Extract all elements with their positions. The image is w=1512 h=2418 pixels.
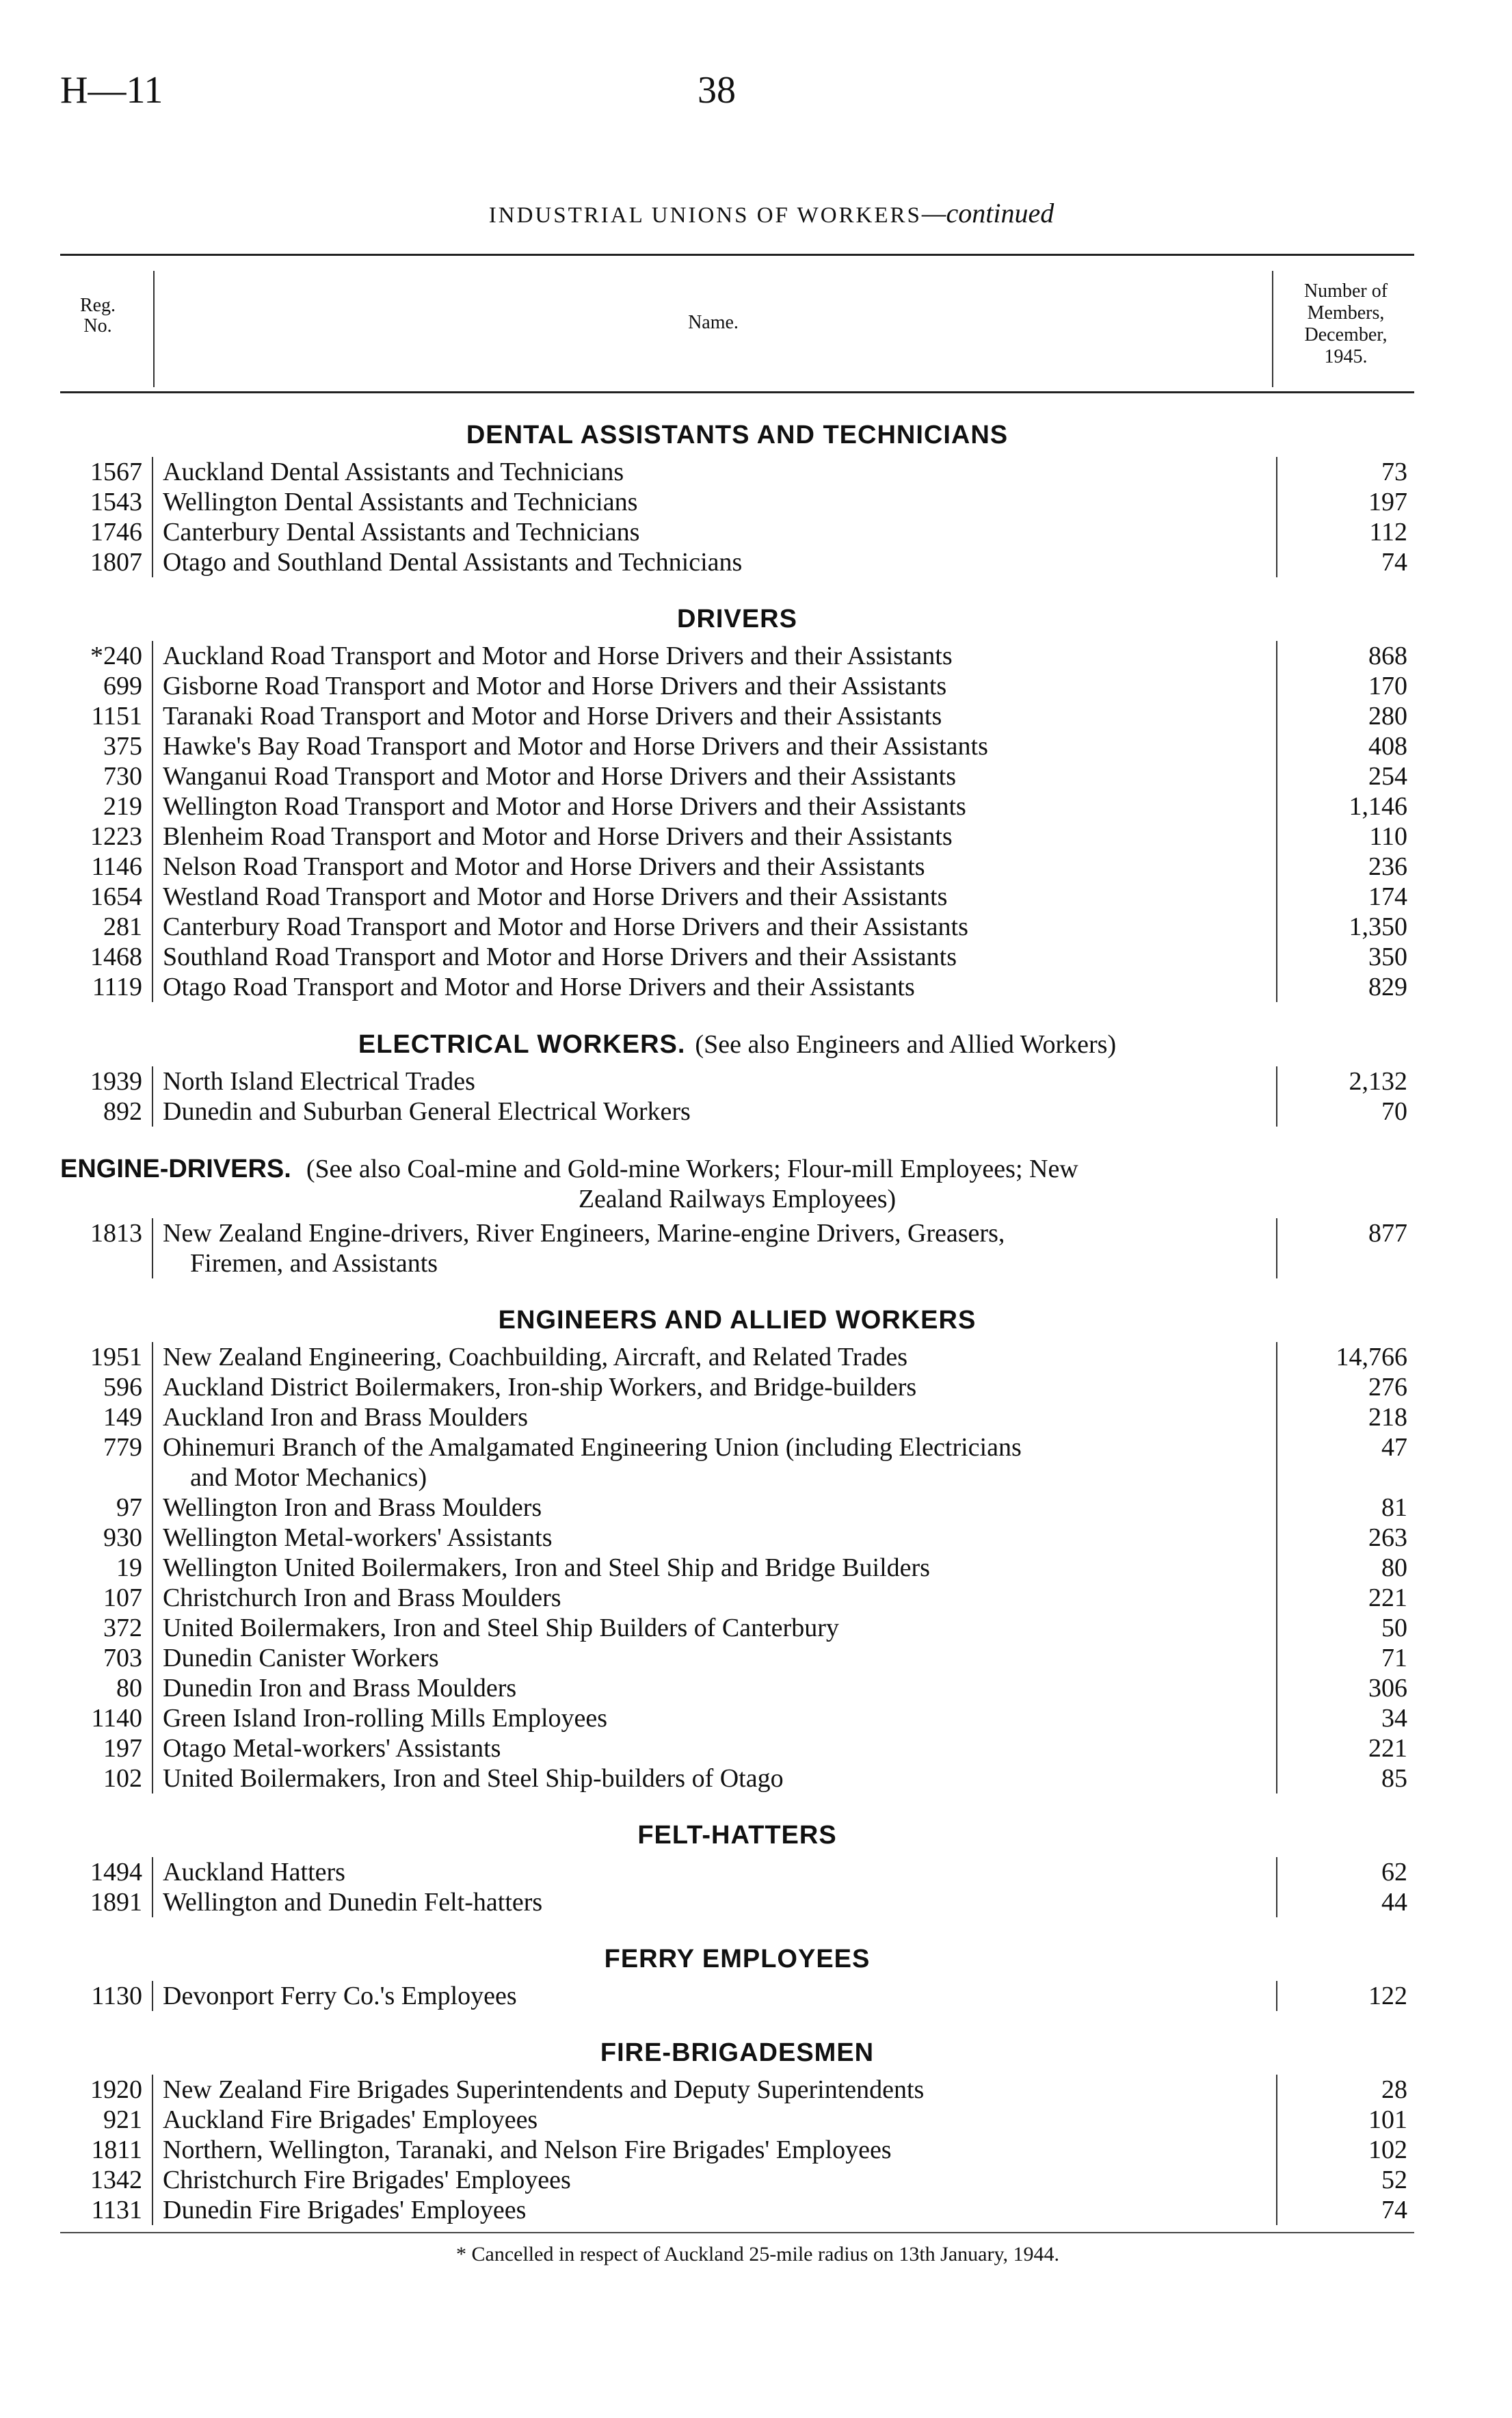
member-count: 71 — [1381, 1644, 1407, 1672]
member-count: 101 — [1368, 2105, 1407, 2134]
footnote: * Cancelled in respect of Auckland 25-mile radius on 13th January, 1944. — [456, 2243, 1059, 2265]
union-name: Christchurch Fire Brigades' Employees — [163, 2166, 571, 2194]
member-count: 868 — [1368, 642, 1407, 670]
reg-number: 779 — [60, 1432, 153, 1493]
union-name: Canterbury Road Transport and Motor and Horse Drivers and their Assistants — [163, 912, 968, 941]
union-name-cell — [153, 822, 1277, 852]
union-name: Wellington Road Transport and Motor and Horse Drivers and their Assistants — [163, 792, 966, 821]
page-reference: H—11 — [60, 69, 163, 111]
table-row — [60, 517, 1414, 547]
page-number: 38 — [698, 69, 736, 111]
member-count: 52 — [1381, 2166, 1407, 2194]
header-name: Name. — [153, 271, 1273, 387]
member-count: 81 — [1381, 1493, 1407, 1522]
member-count: 62 — [1381, 1858, 1407, 1887]
table-row — [60, 2135, 1414, 2165]
union-name-cell — [153, 1493, 1277, 1523]
member-count: 254 — [1368, 762, 1407, 791]
table-row — [60, 1857, 1414, 1887]
member-count: 350 — [1368, 943, 1407, 971]
table-row — [60, 761, 1414, 791]
union-name-cell — [153, 1523, 1277, 1553]
reg-number: 1146 — [60, 852, 153, 882]
member-count: 236 — [1368, 852, 1407, 881]
reg-number: 1746 — [60, 517, 153, 547]
union-name-cell — [153, 1372, 1277, 1402]
reg-number: 19 — [60, 1553, 153, 1583]
union-name-cell — [153, 1703, 1277, 1733]
section-title: ENGINEERS AND ALLIED WORKERS — [498, 1306, 977, 1335]
union-name-cell — [153, 1218, 1277, 1278]
table-row — [60, 791, 1414, 822]
reg-number: 219 — [60, 791, 153, 822]
header-reg-no — [60, 295, 135, 337]
member-count: 14,766 — [1336, 1343, 1407, 1371]
union-name: Auckland Dental Assistants and Technicians — [163, 458, 624, 486]
union-name: Taranaki Road Transport and Motor and Horse Drivers and their Assistants — [163, 702, 942, 731]
member-count: 74 — [1381, 2196, 1407, 2224]
member-count: 85 — [1381, 1764, 1407, 1793]
header-num-line3: December, — [1304, 324, 1388, 345]
section-title: ELECTRICAL WORKERS. — [358, 1030, 686, 1059]
union-name: Christchurch Iron and Brass Moulders — [163, 1583, 561, 1612]
member-count: 170 — [1368, 672, 1407, 700]
union-name: Dunedin Canister Workers — [163, 1644, 439, 1672]
member-count: 197 — [1368, 488, 1407, 516]
header-reg-line1: Reg. — [79, 295, 116, 316]
table-row — [60, 487, 1414, 517]
reg-number: 1951 — [60, 1342, 153, 1372]
union-name: Hawke's Bay Road Transport and Motor and Horse Drivers and their Assistants — [163, 732, 988, 761]
reg-number: 80 — [60, 1673, 153, 1703]
table-row — [60, 1553, 1414, 1583]
reg-number: *240 — [60, 641, 153, 671]
reg-number: 1654 — [60, 882, 153, 912]
union-name: Northern, Wellington, Taranaki, and Nelson Fire Brigades' Employees — [163, 2136, 892, 2164]
section-title: FERRY EMPLOYEES — [604, 1945, 871, 1973]
member-count: 34 — [1381, 1704, 1407, 1733]
table-row — [60, 1523, 1414, 1553]
union-name: Auckland Road Transport and Motor and Horse Drivers and their Assistants — [163, 642, 953, 670]
section-title: FIRE-BRIGADESMEN — [600, 2038, 875, 2067]
table-row — [60, 1066, 1414, 1096]
member-count: 70 — [1381, 1097, 1407, 1126]
union-name: Auckland Hatters — [163, 1858, 345, 1887]
union-name-continued: Firemen, and Assistants — [190, 1249, 438, 1278]
member-count: 73 — [1381, 458, 1407, 486]
section-title: DRIVERS — [677, 605, 797, 633]
union-name: Wellington Metal-workers' Assistants — [163, 1523, 553, 1552]
bottom-rule — [60, 2232, 1414, 2233]
union-name: Wanganui Road Transport and Motor and Horse Drivers and their Assistants — [163, 762, 957, 791]
document-page — [60, 41, 1414, 2266]
reg-number: 197 — [60, 1733, 153, 1763]
running-title — [129, 197, 1414, 229]
reg-number: 1939 — [60, 1066, 153, 1096]
table-row — [60, 2105, 1414, 2135]
union-name: Otago Road Transport and Motor and Horse Drivers and their Assistants — [163, 973, 915, 1001]
reg-number: 699 — [60, 671, 153, 701]
reg-number: 1494 — [60, 1857, 153, 1887]
union-name: Auckland District Boilermakers, Iron-ship Workers, and Bridge-builders — [163, 1373, 917, 1402]
reg-number: 1131 — [60, 2195, 153, 2225]
union-name-cell — [153, 1887, 1277, 1917]
member-count: 1,350 — [1349, 912, 1407, 941]
reg-number: 703 — [60, 1643, 153, 1673]
table-row — [60, 822, 1414, 852]
union-name: Otago Metal-workers' Assistants — [163, 1734, 501, 1763]
section-see-also: (See also Coal-mine and Gold-mine Workers; Flour-mill Employees; New — [306, 1155, 1078, 1183]
union-name: Wellington Iron and Brass Moulders — [163, 1493, 542, 1522]
member-count: 263 — [1368, 1523, 1407, 1552]
member-count: 408 — [1368, 732, 1407, 761]
member-count: 2,132 — [1349, 1067, 1407, 1096]
union-name: North Island Electrical Trades — [163, 1067, 475, 1096]
table-row — [60, 882, 1414, 912]
reg-number: 730 — [60, 761, 153, 791]
member-count: 110 — [1369, 822, 1407, 851]
reg-number: 921 — [60, 2105, 153, 2135]
union-name-cell — [153, 972, 1277, 1002]
table-row — [60, 1643, 1414, 1673]
union-name: Blenheim Road Transport and Motor and Horse Drivers and their Assistants — [163, 822, 953, 851]
union-name-cell — [153, 1981, 1277, 2011]
reg-number: 281 — [60, 912, 153, 942]
reg-number: 1140 — [60, 1703, 153, 1733]
reg-number: 1119 — [60, 972, 153, 1002]
union-name-cell — [153, 1733, 1277, 1763]
union-name-cell — [153, 547, 1277, 577]
table-row — [60, 2195, 1414, 2225]
section-see-also: (See also Engineers and Allied Workers) — [695, 1030, 1117, 1059]
member-count: 1,146 — [1349, 792, 1407, 821]
table-row — [60, 1981, 1414, 2011]
union-name-cell — [153, 1066, 1277, 1096]
reg-number: 1130 — [60, 1981, 153, 2011]
reg-number: 1223 — [60, 822, 153, 852]
reg-number: 107 — [60, 1583, 153, 1613]
table-row — [60, 547, 1414, 577]
table-row — [60, 1703, 1414, 1733]
member-count: 44 — [1381, 1888, 1407, 1917]
section-heading — [60, 2038, 1414, 2068]
reg-number: 1468 — [60, 942, 153, 972]
union-name: Dunedin and Suburban General Electrical Workers — [163, 1097, 691, 1126]
member-count: 102 — [1368, 2136, 1407, 2164]
member-count: 50 — [1381, 1614, 1407, 1642]
header-num-line1: Number of — [1303, 280, 1388, 302]
table-row — [60, 641, 1414, 671]
union-name-cell — [153, 487, 1277, 517]
table-row — [60, 1342, 1414, 1372]
union-name-cell — [153, 1763, 1277, 1793]
member-count: 306 — [1368, 1674, 1407, 1703]
table-header — [60, 254, 1414, 393]
reg-number: 102 — [60, 1763, 153, 1793]
union-name: Dunedin Iron and Brass Moulders — [163, 1674, 517, 1703]
reg-number: 1811 — [60, 2135, 153, 2165]
reg-number: 1342 — [60, 2165, 153, 2195]
member-count: 28 — [1381, 2075, 1407, 2104]
union-name-cell — [153, 2135, 1277, 2165]
table-row — [60, 457, 1414, 487]
union-name: New Zealand Fire Brigades Superintendents and Deputy Superintendents — [163, 2075, 925, 2104]
union-name-cell — [153, 761, 1277, 791]
union-name: Wellington and Dunedin Felt-hatters — [163, 1888, 543, 1917]
table-row — [60, 852, 1414, 882]
section-heading — [60, 1029, 1414, 1060]
reg-number: 892 — [60, 1096, 153, 1127]
table-row — [60, 701, 1414, 731]
section-heading — [60, 1154, 1414, 1214]
union-name: Ohinemuri Branch of the Amalgamated Engineering Union (including Electricians — [163, 1433, 1022, 1462]
union-name: New Zealand Engine-drivers, River Engineers, Marine-engine Drivers, Greasers, — [163, 1219, 1005, 1248]
section-heading — [60, 1821, 1414, 1850]
union-name-cell — [153, 2195, 1277, 2225]
section-title: ENGINE-DRIVERS. — [60, 1155, 291, 1183]
table-row — [60, 2075, 1414, 2105]
union-name-cell — [153, 1402, 1277, 1432]
reg-number: 1813 — [60, 1218, 153, 1278]
table-row — [60, 1887, 1414, 1917]
union-name-cell — [153, 942, 1277, 972]
table-body — [60, 421, 1414, 2225]
reg-number: 1567 — [60, 457, 153, 487]
reg-number: 1151 — [60, 701, 153, 731]
union-name: Canterbury Dental Assistants and Technicians — [163, 518, 640, 547]
reg-number: 1891 — [60, 1887, 153, 1917]
union-name-cell — [153, 2075, 1277, 2105]
union-name-cell — [153, 671, 1277, 701]
union-name: Nelson Road Transport and Motor and Horse Drivers and their Assistants — [163, 852, 925, 881]
table-row — [60, 972, 1414, 1002]
union-name-cell — [153, 517, 1277, 547]
union-name-cell — [153, 1643, 1277, 1673]
member-count: 122 — [1368, 1982, 1407, 2010]
union-name-cell — [153, 701, 1277, 731]
union-name-cell — [153, 1432, 1277, 1493]
header-reg-line2: No. — [83, 315, 112, 337]
union-name-cell — [153, 852, 1277, 882]
union-name-cell — [153, 1673, 1277, 1703]
reg-number: 1920 — [60, 2075, 153, 2105]
union-name-cell — [153, 731, 1277, 761]
table-row — [60, 1733, 1414, 1763]
member-count: 218 — [1368, 1403, 1407, 1432]
union-name: United Boilermakers, Iron and Steel Ship Builders of Canterbury — [163, 1614, 839, 1642]
union-name-cell — [153, 1096, 1277, 1127]
table-row — [60, 1402, 1414, 1432]
table-row — [60, 1493, 1414, 1523]
union-name-cell — [153, 912, 1277, 942]
union-name: Devonport Ferry Co.'s Employees — [163, 1982, 517, 2010]
union-name-cell — [153, 882, 1277, 912]
union-name: Gisborne Road Transport and Motor and Horse Drivers and their Assistants — [163, 672, 947, 700]
table-row — [60, 912, 1414, 942]
running-title-continued: —continued — [921, 198, 1055, 228]
member-count: 74 — [1381, 548, 1407, 577]
union-name-cell — [153, 791, 1277, 822]
reg-number: 1807 — [60, 547, 153, 577]
union-name-cell — [153, 2105, 1277, 2135]
union-name: Dunedin Fire Brigades' Employees — [163, 2196, 527, 2224]
table-row — [60, 671, 1414, 701]
table-row — [60, 1583, 1414, 1613]
member-count: 47 — [1381, 1433, 1407, 1462]
member-count: 276 — [1368, 1373, 1407, 1402]
member-count: 829 — [1368, 973, 1407, 1001]
union-name-continued: and Motor Mechanics) — [190, 1463, 427, 1492]
union-name: Wellington Dental Assistants and Technicians — [163, 488, 638, 516]
union-name-cell — [153, 1342, 1277, 1372]
union-name: Auckland Iron and Brass Moulders — [163, 1403, 529, 1432]
union-name: Auckland Fire Brigades' Employees — [163, 2105, 538, 2134]
member-count: 221 — [1368, 1583, 1407, 1612]
member-count: 877 — [1368, 1219, 1407, 1248]
reg-number: 375 — [60, 731, 153, 761]
member-count: 221 — [1368, 1734, 1407, 1763]
union-name-cell — [153, 2165, 1277, 2195]
member-count: 80 — [1381, 1553, 1407, 1582]
reg-number: 97 — [60, 1493, 153, 1523]
union-name-cell — [153, 1553, 1277, 1583]
section-title: FELT-HATTERS — [637, 1821, 837, 1850]
union-name: Otago and Southland Dental Assistants and Technicians — [163, 548, 743, 577]
union-name-cell — [153, 1583, 1277, 1613]
union-name: Westland Road Transport and Motor and Horse Drivers and their Assistants — [163, 882, 948, 911]
union-name-cell — [153, 641, 1277, 671]
member-count: 280 — [1368, 702, 1407, 731]
table-row — [60, 1763, 1414, 1793]
reg-number: 930 — [60, 1523, 153, 1553]
table-row — [60, 1673, 1414, 1703]
table-row — [60, 1372, 1414, 1402]
table-row — [60, 2165, 1414, 2195]
table-row — [60, 942, 1414, 972]
union-name: Wellington United Boilermakers, Iron and Steel Ship and Bridge Builders — [163, 1553, 930, 1582]
member-count: 112 — [1369, 518, 1407, 547]
reg-number: 596 — [60, 1372, 153, 1402]
reg-number: 372 — [60, 1613, 153, 1643]
union-name-cell — [153, 457, 1277, 487]
header-member-count — [1277, 280, 1414, 368]
section-heading — [60, 1945, 1414, 1974]
reg-number: 1543 — [60, 487, 153, 517]
table-row — [60, 1613, 1414, 1643]
table-row — [60, 1096, 1414, 1127]
table-row — [60, 1432, 1414, 1493]
union-name: Green Island Iron-rolling Mills Employees — [163, 1704, 608, 1733]
section-title: DENTAL ASSISTANTS AND TECHNICIANS — [466, 421, 1009, 449]
table-row — [60, 1218, 1414, 1278]
section-heading — [60, 1306, 1414, 1335]
reg-number: 149 — [60, 1402, 153, 1432]
section-heading — [60, 605, 1414, 634]
union-name: New Zealand Engineering, Coachbuilding, Aircraft, and Related Trades — [163, 1343, 908, 1371]
header-num-line2: Members, — [1307, 302, 1385, 324]
section-see-also-line2: Zealand Railways Employees) — [578, 1185, 897, 1213]
header-num-line4: 1945. — [1324, 346, 1368, 367]
union-name: Southland Road Transport and Motor and Horse Drivers and their Assistants — [163, 943, 957, 971]
union-name: United Boilermakers, Iron and Steel Ship-builders of Otago — [163, 1764, 784, 1793]
union-name-cell — [153, 1857, 1277, 1887]
table-row — [60, 731, 1414, 761]
member-count: 174 — [1368, 882, 1407, 911]
union-name-cell — [153, 1613, 1277, 1643]
page-header — [60, 41, 1414, 109]
section-heading — [60, 421, 1414, 450]
running-title-main: INDUSTRIAL UNIONS OF WORKERS — [488, 203, 922, 228]
